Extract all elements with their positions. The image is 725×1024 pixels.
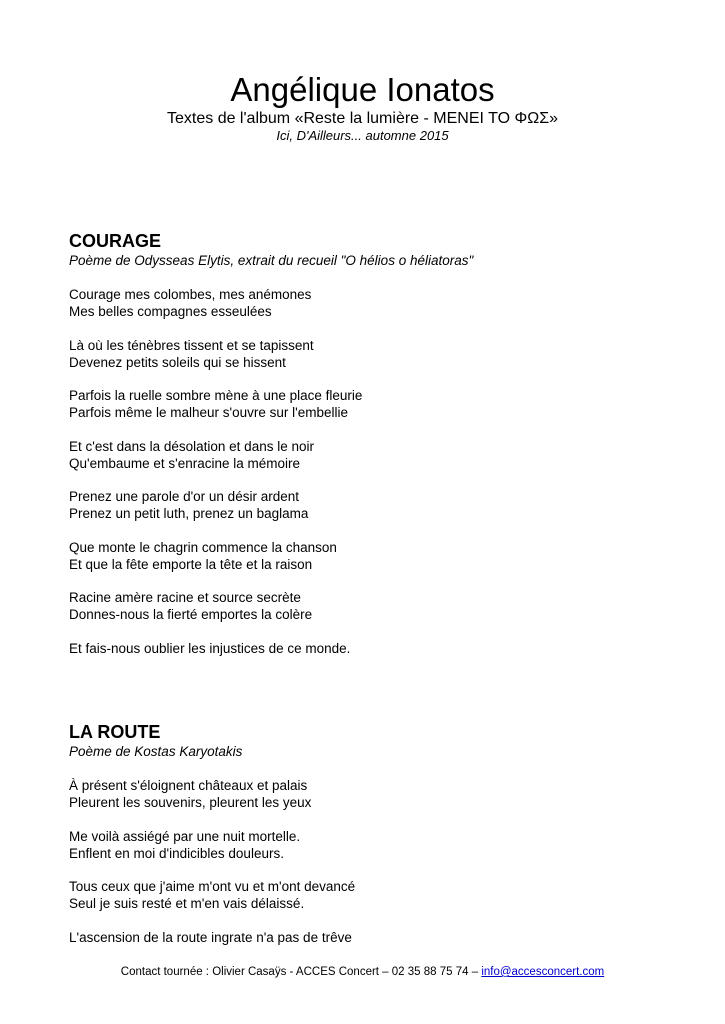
verse-line: Et fais-nous oublier les injustices de ce monde.: [69, 640, 351, 656]
verse-line: Pleurent les souvenirs, pleurent les yeux: [69, 795, 312, 810]
poem-author: Poème de Kostas Karyotakis: [69, 744, 243, 759]
verse-line: Et c'est dans la désolation et dans le noir: [69, 438, 314, 454]
stanza: [69, 640, 689, 657]
stanza: [69, 337, 689, 371]
verse-line: Devenez petits soleils qui se hissent: [69, 354, 286, 370]
verse-line: Que monte le chagrin commence la chanson: [69, 539, 337, 555]
footer-contact-text: Contact tournée : Olivier Casaÿs - ACCES Concert – 02 35 88 75 74 –: [120, 966, 482, 978]
poem-title: LA ROUTE: [69, 722, 161, 742]
stanza: [69, 286, 689, 320]
verse-line: Mes belles compagnes esseulées: [69, 304, 272, 319]
verse-line: Là où les ténèbres tissent et se tapissent: [69, 337, 314, 353]
album-subtitle: Textes de l'album «Reste la lumière - MENEI TO ΦΩΣ»: [167, 110, 558, 127]
verse-line: Prenez un petit luth, prenez un baglama: [69, 506, 309, 521]
document-title: Angélique Ionatos: [230, 71, 495, 108]
stanza: [69, 589, 689, 623]
verse-line: Parfois même le malheur s'ouvre sur l'embellie: [69, 405, 349, 420]
contact-email-link[interactable]: info@accesconcert.com: [481, 966, 605, 978]
verse-line: Et que la fête emporte la tête et la raison: [69, 556, 313, 572]
footer-contact: [0, 965, 725, 979]
album-tagline: Ici, D'Ailleurs... automne 2015: [276, 128, 449, 143]
stanza: [69, 539, 689, 573]
stanza: [69, 828, 689, 862]
poem-courage: [69, 230, 689, 673]
verse-line: Me voilà assiégé par une nuit mortelle.: [69, 828, 301, 844]
stanza: [69, 878, 689, 912]
verse-line: À présent s'éloignent châteaux et palais: [69, 778, 308, 793]
stanza: [69, 777, 689, 811]
verse-line: Courage mes colombes, mes anémones: [69, 287, 312, 302]
verse-line: Tous ceux que j'aime m'ont vu et m'ont devancé: [69, 879, 356, 894]
poem-title: COURAGE: [69, 231, 162, 251]
verse-line: Enflent en moi d'indicibles douleurs.: [69, 845, 284, 861]
stanza: [69, 438, 689, 472]
verse-line: Qu'embaume et s'enracine la mémoire: [69, 455, 301, 471]
stanza: [69, 488, 689, 522]
verse-line: Donnes-nous la fierté emportes la colère: [69, 607, 313, 622]
verse-line: L'ascension de la route ingrate n'a pas de trêve: [69, 929, 352, 945]
stanza: [69, 929, 689, 946]
verse-line: Parfois la ruelle sombre mène à une place fleurie: [69, 388, 363, 403]
poem-la-route: [69, 721, 689, 962]
stanza: [69, 387, 689, 421]
poem-author: Poème de Odysseas Elytis, extrait du recueil "O hélios o héliatoras": [69, 253, 474, 268]
verse-line: Racine amère racine et source secrète: [69, 590, 301, 605]
verse-line: Seul je suis resté et m'en vais délaissé.: [69, 896, 305, 911]
verse-line: Prenez une parole d'or un désir ardent: [69, 489, 299, 504]
